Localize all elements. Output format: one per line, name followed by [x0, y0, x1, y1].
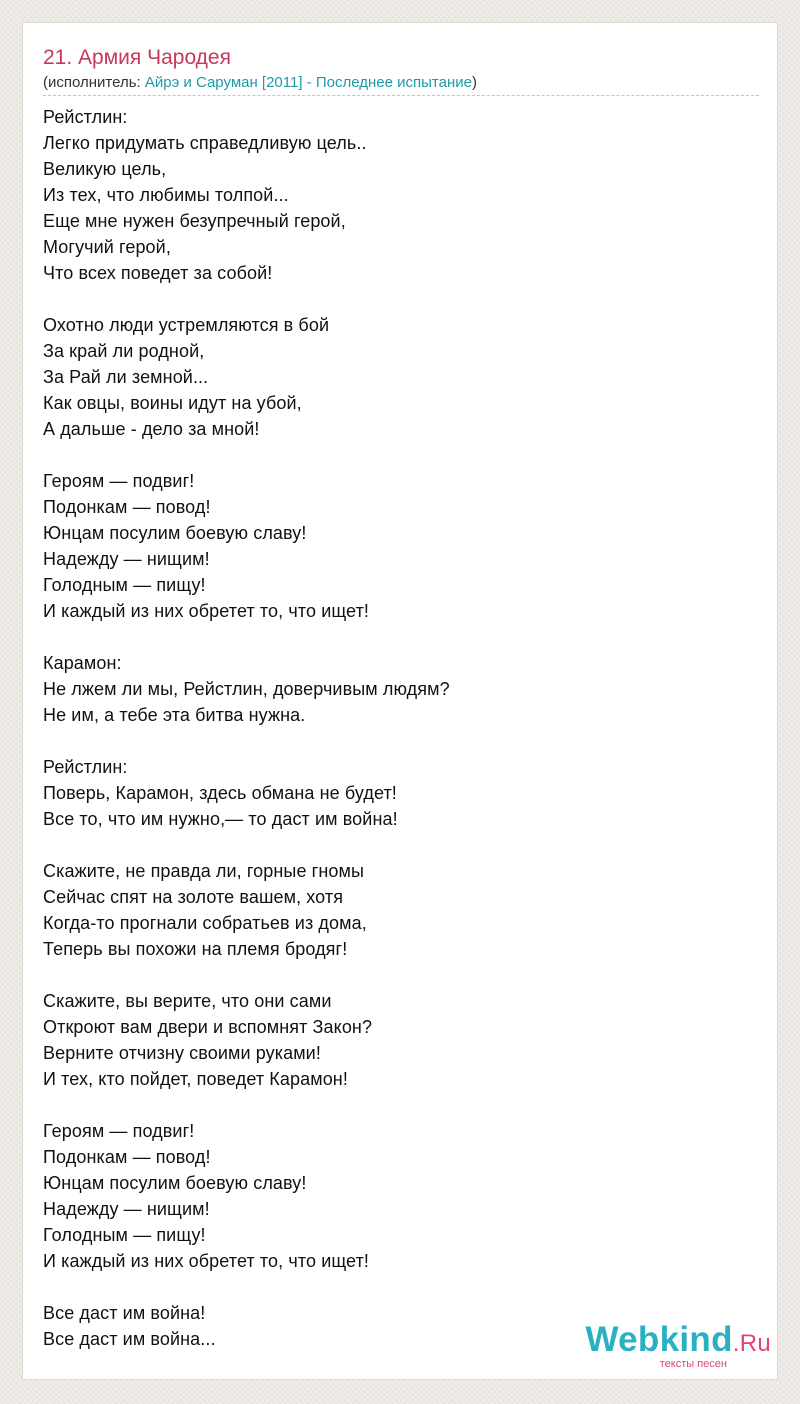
- lyric-line: Великую цель,: [43, 159, 167, 179]
- lyric-line: Как овцы, воины идут на убой,: [43, 393, 302, 413]
- lyric-line: Еще мне нужен безупречный герой,: [43, 211, 346, 231]
- lyric-blank-line: [43, 1274, 759, 1300]
- lyric-line: Голодным — пищу!: [43, 575, 206, 595]
- logo-domain-suffix: .Ru: [732, 1330, 771, 1357]
- lyrics-card: [22, 22, 778, 1380]
- lyric-line: Не им, а тебе эта битва нужна.: [43, 705, 306, 725]
- lyric-line: Все даст им война!: [43, 1303, 206, 1323]
- lyric-line: Подонкам — повод!: [43, 1147, 211, 1167]
- lyric-line: А дальше - дело за мной!: [43, 419, 260, 439]
- lyric-line: Не лжем ли мы, Рейстлин, доверчивым людям?: [43, 679, 450, 699]
- lyric-blank-line: [43, 728, 759, 754]
- lyric-line: Сейчас спят на золоте вашем, хотя: [43, 887, 344, 907]
- artist-album-link[interactable]: Айрэ и Саруман [2011] - Последнее испытание: [144, 74, 472, 91]
- lyric-blank-line: [43, 1092, 759, 1118]
- lyric-line: Откроют вам двери и вспомнят Закон?: [43, 1017, 373, 1037]
- lyric-blank-line: [43, 962, 759, 988]
- lyric-line: Скажите, не правда ли, горные гномы: [43, 861, 364, 881]
- lyric-line: Из тех, что любимы толпой...: [43, 185, 289, 205]
- logo-wordmark: [585, 1322, 771, 1362]
- lyric-line: И тех, кто пойдет, поведет Карамон!: [43, 1069, 348, 1089]
- lyric-line: И каждый из них обретет то, что ищет!: [43, 601, 370, 621]
- lyric-line: Героям — подвиг!: [43, 1121, 195, 1141]
- lyric-line: И каждый из них обретет то, что ищет!: [43, 1251, 370, 1271]
- lyric-line: Поверь, Карамон, здесь обмана не будет!: [43, 783, 397, 803]
- lyric-line: Теперь вы похожи на племя бродяг!: [43, 939, 348, 959]
- lyric-line: Верните отчизну своими руками!: [43, 1043, 321, 1063]
- byline-prefix: (исполнитель:: [43, 74, 145, 91]
- lyric-line: Что всех поведет за собой!: [43, 263, 273, 283]
- lyric-line: Подонкам — повод!: [43, 497, 211, 517]
- lyric-line: Легко придумать справедливую цель..: [43, 133, 367, 153]
- lyric-line: Рейстлин:: [43, 107, 128, 127]
- lyric-line: Надежду — нищим!: [43, 1199, 210, 1219]
- lyrics-text: [43, 104, 759, 1352]
- lyric-line: За Рай ли земной...: [43, 367, 209, 387]
- lyric-line: Героям — подвиг!: [43, 471, 195, 491]
- artist-byline: [43, 73, 759, 96]
- webkind-logo[interactable]: [585, 1322, 771, 1370]
- lyric-line: Все даст им война...: [43, 1329, 216, 1349]
- song-title: 21. Армия Чародея: [43, 46, 231, 69]
- lyric-blank-line: [43, 624, 759, 650]
- logo-main-text: Webkind: [585, 1320, 733, 1359]
- lyric-line: Когда-то прогнали собратьев из дома,: [43, 913, 367, 933]
- lyric-blank-line: [43, 286, 759, 312]
- logo-tagline: тексты песен: [659, 1358, 727, 1370]
- lyric-line: Карамон:: [43, 653, 122, 673]
- lyric-line: Юнцам посулим боевую славу!: [43, 523, 307, 543]
- lyric-blank-line: [43, 832, 759, 858]
- byline-suffix: ): [471, 74, 477, 91]
- lyric-line: Могучий герой,: [43, 237, 171, 257]
- lyric-line: За край ли родной,: [43, 341, 205, 361]
- lyric-line: Голодным — пищу!: [43, 1225, 206, 1245]
- lyric-line: Надежду — нищим!: [43, 549, 210, 569]
- lyric-line: Рейстлин:: [43, 757, 128, 777]
- lyric-line: Все то, что им нужно,— то даст им война!: [43, 809, 398, 829]
- lyric-line: Скажите, вы верите, что они сами: [43, 991, 332, 1011]
- lyric-line: Охотно люди устремляются в бой: [43, 315, 330, 335]
- lyric-line: Юнцам посулим боевую славу!: [43, 1173, 307, 1193]
- lyric-blank-line: [43, 442, 759, 468]
